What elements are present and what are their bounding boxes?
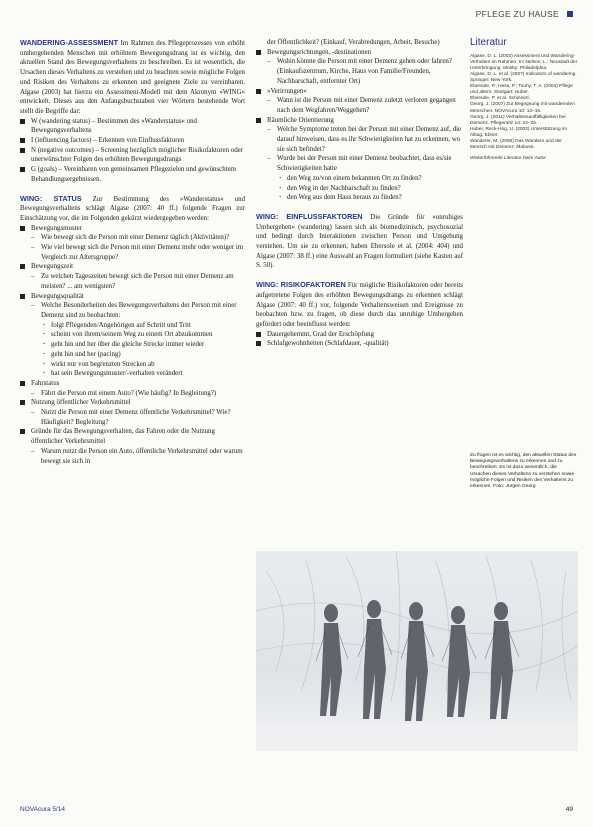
- sub-item: – Wie viel bewegt sich die Person mit einer Demenz mehr oder weniger im Vergleich zur Altersgruppe?: [31, 243, 245, 262]
- list-item: N (negative outcomes) – Screening bezüglich möglicher Risikofaktoren oder unerwünschter Folgen des erhöhten Bewegungsdrangs: [20, 146, 245, 165]
- subsub-item: · den Weg zu/von einem bekannten Ort zu finden?: [277, 174, 463, 184]
- section-label: PFLEGE ZU HAUSE: [475, 9, 559, 19]
- item-label: »Verirrungen«: [267, 87, 307, 95]
- destination-list: [256, 48, 463, 203]
- s1-paragraph: [20, 38, 245, 117]
- reference-item: Huber, Reck-Hog, U. (2003) Unterstützung im Alltag. Ebner.: [470, 126, 568, 138]
- s3-text: Die Gründe für »unruhiges Umhergehen« (wandering) lassen sich als biomedizinisch, psychosozial und bedingt durch Interaktionen zwischen Person und Umgebung verstehen. Um sie zu erkennen, haben Ebersole et al. (2004: 404) und Algase (2007: 38 ff.) eine Auswahl an Fragen formuliert (siehe Kasten auf S. 50).: [256, 213, 463, 270]
- list-item: W (wandering status) – Bestimmen des »Wanderstatus« und Bewegungsverhaltens: [20, 117, 245, 136]
- sub-item: – Nutzt die Person mit einer Demenz öffentliche Verkehrsmittel? Wie? Häufigkeit? Begleitung?: [31, 408, 245, 427]
- risk-list: [256, 330, 463, 349]
- s1-text: Im Rahmen des Pflegeprozesses von erhöht umhergehenden Menschen mit erhöhtem Bewegungsdrang ist es wichtig, den aktuellen Stand des Bewegungsverhaltens zu beschreiben. Es ist wesentlich, die Ursachen dieses Verhaltens zu verstehen und zu beachten sowie mögliche Folgen und Risiken des Verhaltens zu erkennen und geeignete Ziele zu vereinbaren. Algase (2003) hat hierzu ein Assessment-Modell mit dem Akronym »WING« entwickelt. Dieses aus den Anfangsbuchstaben vier Wörtern bestehende Wort stellt die Begriffe dar:: [20, 40, 245, 115]
- s3-paragraph: [256, 212, 463, 271]
- s3-title: WING: EINFLUSSFAKTOREN: [256, 211, 363, 221]
- reference-item: Georg, J. (2011) Verhaltensauffälligkeiten bei Demenz. Pflegenetz 14: 22–25.: [470, 114, 566, 126]
- s2-paragraph: [20, 194, 245, 224]
- list-item: I (influencing factors) – Erkennen von Einflussfaktoren: [20, 136, 245, 146]
- subsub-item: · den Weg in der Nachbarschaft zu finden?: [277, 184, 463, 194]
- sub-item: – Wann ist die Person mit einer Demenz zuletzt verloren gegangen nach dem Wegfahren/Weggehen?: [267, 96, 463, 115]
- literature-title: Literatur: [470, 37, 507, 48]
- subsub-item: · geht hin und her (pacing): [41, 350, 245, 360]
- list-item: [20, 224, 245, 263]
- reference-item: Algase, D. L. (2003) Assessment und Wandering-Verhalten im Rahmen. In: Nelson, L.: Neustadt der Unterbringung. Mosby: Philadelphia.: [470, 53, 578, 71]
- list-item: [20, 398, 245, 427]
- reference-item: Georg, J. (2007) Zur Begegnung mit wandernden Menschen. NOVAcura 10: 13–15.: [470, 102, 575, 114]
- subsub-item: · hat sein Bewegungsmuster/-verhalten verändert: [41, 369, 245, 379]
- item-label: Bewegungsmuster: [31, 224, 82, 232]
- sidebar-literature: [470, 38, 578, 162]
- list-item: [256, 87, 463, 116]
- list-item: [20, 262, 245, 291]
- figures-artwork-image: [256, 551, 578, 751]
- sub-item: – Wohin könnte die Person mit einer Demenz gehen oder fahren? (Einkaufszentrum, Kirche, Haus von Familie/Freunden, Nachbarschaft, entfernter Ort): [267, 57, 463, 86]
- wing-list: [20, 117, 245, 185]
- image-caption: Zu fragen ist es wichtig, den aktuellen Status des Bewegungsverhaltens zu erkennen und zu beschreiben. Es ist dazu wesentlich, die Ursachen dieses Verhaltens zu verstehen sowie mögliche Folgen und Risiken des Verhaltens zu erkennen. Foto: Jürgen Georg: [470, 453, 577, 490]
- column-left: [20, 38, 245, 466]
- subsub-item: · geht hin und her über die gleiche Strecke immer wieder: [41, 340, 245, 350]
- reference-item: Ebersole, P. et al. Schinnerl.: [470, 96, 530, 102]
- s2-text: Zur Bestimmung des »Wanderstatus« und Bewegungsverhaltens schlägt Algase (2007: 40 ff.) folgende Fragen zur Einschätzung vor, die im Folgenden gekürzt wiedergegeben werden:: [20, 195, 246, 222]
- page-header: [476, 9, 573, 19]
- sub-item: – Wie bewegt sich die Person mit einer Demenz täglich (Aktivitäten)?: [31, 233, 245, 243]
- sub-item: – Fährt die Person mit einem Auto? (Wie häufig? In Begleitung?): [31, 389, 245, 399]
- list-item: [256, 48, 463, 87]
- item-label: Bewegungsrichtungen, -destinationen: [267, 48, 372, 56]
- item-label: Gründe für das Bewegungsverhalten, das Fahren oder die Nutzung öffentlicher Verkehrsmittel: [31, 428, 215, 446]
- list-item: [20, 379, 245, 398]
- reference-item: Wanderer, M. (2008) Das Wandern und der Mensch mit Demenz. Mabuse.: [470, 139, 562, 151]
- sub-item: – Zu welchen Tageszeiten bewegt sich die Person mit einer Demenz am meisten? ... am wenigsten?: [31, 272, 245, 291]
- item-label: Räumliche Orientierung: [267, 116, 334, 124]
- subsub-item: · scheint von ihrem/seinem Weg zu einem Ort abzukommen: [41, 330, 245, 340]
- footer-publication: NOVAcura 5/14: [20, 806, 66, 813]
- item-label: Nutzung öffentlicher Verkehrsmittel: [31, 399, 131, 407]
- list-item: Schlafgewohnheiten (Schlafdauer, -qualität): [256, 339, 463, 349]
- s1-title: WANDERING-ASSESSMENT: [20, 38, 119, 47]
- subsub-item: · den Weg aus dem Haus heraus zu finden?: [277, 193, 463, 203]
- section-marker-icon: [567, 11, 573, 17]
- reference-item: Algase, D. L. et al. (2007) Indicators of wandering. Springer: New York.: [470, 71, 577, 84]
- reference-item: Ebersole, P.; Hess, P.; Touhy, T. A. (2004) Pflege und altern. Stuttgart: Huber.: [470, 84, 573, 96]
- subsub-item: · wirkt nur von begrenzten Strecken ab: [41, 360, 245, 370]
- subsub-item: · folgt Pflegenden/Angehörigen auf Schritt und Tritt: [41, 321, 245, 331]
- list-item: G (goals) – Vereinbaren von gemeinsamen Pflegezielen und gewünschtem Behandlungsergebnissen.: [20, 165, 245, 184]
- s4-text: Für mögliche Risikofaktoren oder bereits aufgetretene Folgen des erhöhten Bewegungsdrangs zu erkennen schlägt Algase (2007: 40 ff.) vor, folgende Verhaltensweisen und Ereignisse zu beobachten bzw. zu fragen, ob diese durch das unruhige Umhergehen gefördert oder beeinflusst werden:: [256, 282, 463, 328]
- s2-title: WING: STATUS: [20, 193, 82, 203]
- sub-item: [31, 301, 245, 379]
- list-item: Dauergehemmt, Grad der Erschöpfung: [256, 330, 463, 340]
- sub-text: Welche Besonderheiten des Bewegungsverhaltens der Person mit einer Demenz sind zu beobachten:: [41, 302, 237, 319]
- list-item: [20, 427, 245, 466]
- wandering-figures-illustration: [256, 551, 578, 751]
- sub-item: – Warum nutzt die Person ein Auto, öffentliche Verkehrsmittel oder warum bewegt sie sich in: [31, 447, 245, 466]
- sub-item: – Welche Symptome treten bei der Person mit einer Demenz auf, die darauf hinweisen, dass es ihr Schwierigkeiten hat zu erkennen, wo sie sich befindet?: [267, 125, 463, 154]
- sub-text: Wurde bei der Person mit einer Demenz beobachtet, dass es/sie Schwierigkeiten hatte: [277, 155, 452, 173]
- further-literature-note: Weiterführende Literatur beim Autor: [470, 156, 546, 162]
- page-number: 49: [565, 806, 573, 813]
- s4-paragraph: [256, 280, 463, 330]
- item-label: Fahrstatus: [31, 379, 60, 387]
- s4-title: WING: RISIKOFAKTOREN: [256, 280, 346, 290]
- list-item: [256, 116, 463, 203]
- status-list: [20, 224, 245, 467]
- column-middle: [256, 38, 463, 349]
- list-item: [20, 292, 245, 379]
- continued-text: der Öffentlichkeit? (Einkauf, Verabredungen, Arbeit, Besuche): [267, 39, 440, 46]
- sub-item: [267, 154, 463, 203]
- item-label: Bewegungsqualität: [31, 292, 84, 300]
- item-label: Bewegungszeit: [31, 263, 74, 271]
